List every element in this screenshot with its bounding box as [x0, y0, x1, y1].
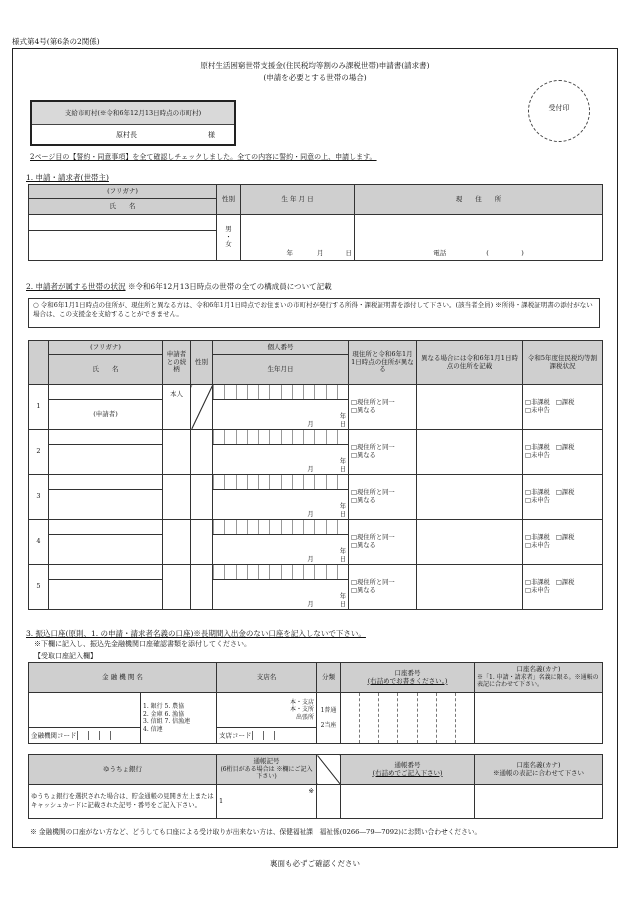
taxed-checkbox[interactable]: □課税 — [555, 579, 575, 587]
household-relation-field[interactable] — [163, 565, 191, 610]
yucho-holder-header — [475, 755, 603, 785]
yucho-mark-field[interactable] — [317, 785, 341, 819]
bank-code-label: 金融機関コード — [31, 731, 77, 740]
acct-holder-note: ※「1. 申請・請求者」名義に限る。※通帳の表記に合わせて下さい。 — [477, 674, 599, 689]
applicant-furigana-field[interactable] — [29, 215, 217, 231]
household-addrdiff-field[interactable] — [349, 520, 417, 565]
section3-note1: ※下欄に記入し、振込先金融機関口座確認書類を添付してください。 — [34, 640, 251, 648]
yucho-holder-note: ※通帳の表記に合わせて下さい — [493, 768, 584, 777]
yucho-code-header — [217, 755, 317, 785]
branch-header: 支店名 — [217, 663, 317, 693]
addr-diff-checkbox[interactable]: □異なる — [351, 587, 376, 594]
household-row — [29, 385, 603, 400]
household-mynumber-field[interactable] — [213, 520, 349, 535]
applicant-name-header: 氏 名 — [29, 199, 217, 215]
household-furigana-field[interactable] — [49, 430, 163, 445]
yucho-no-label: 通帳番号 — [394, 760, 421, 769]
household-name-field[interactable] — [49, 490, 163, 520]
household-relation-field[interactable] — [163, 430, 191, 475]
household-mynumber-field[interactable] — [213, 385, 349, 400]
household-name-field[interactable] — [49, 535, 163, 565]
acct-no-note: (右詰めでお書きください。) — [367, 676, 448, 685]
household-addr-r6-field[interactable] — [417, 565, 523, 610]
household-gender-field[interactable] — [191, 565, 213, 610]
household-furigana-field[interactable] — [49, 565, 163, 580]
household-addr-r6-field[interactable] — [417, 385, 523, 430]
household-addrdiff-field[interactable] — [349, 430, 417, 475]
undeclared-checkbox[interactable]: □未申告 — [525, 407, 550, 414]
applicant-furigana-header: (フリガナ) — [29, 185, 217, 199]
applicant-phone-paren: ( ) — [486, 249, 524, 258]
nontax-checkbox[interactable]: □非課税 — [525, 399, 550, 407]
addr-diff-checkbox[interactable]: □異なる — [351, 497, 376, 504]
bank-name-field[interactable] — [29, 693, 141, 728]
birth-month-label: 月 — [307, 420, 314, 428]
receipt-stamp-circle — [528, 80, 590, 142]
addr-same-checkbox[interactable]: □現住所と同一 — [351, 444, 395, 452]
birth-day-label: 日 — [339, 420, 346, 428]
municipality-box — [30, 100, 236, 146]
household-addrdiff-field[interactable] — [349, 385, 417, 430]
bank-type-options[interactable]: 1. 銀行 5. 農協 2. 金庫 6. 漁協 3. 信組 7. 信漁連 4. 信連 — [141, 693, 217, 744]
household-gender-header: 性別 — [191, 341, 213, 385]
yucho-code-label: 通帳記号 — [253, 757, 280, 766]
household-relation-field[interactable]: 本人 — [163, 385, 191, 430]
household-tax-field[interactable] — [523, 520, 603, 565]
household-mynumber-field[interactable] — [213, 565, 349, 580]
household-addr-r6-field[interactable] — [417, 430, 523, 475]
applicant-phone-label: 電話 — [433, 249, 447, 258]
taxed-checkbox[interactable]: □課税 — [555, 399, 575, 407]
household-addrdiff-field[interactable] — [349, 565, 417, 610]
acct-type-header: 分類 — [317, 663, 341, 693]
yucho-mark: ※ — [308, 786, 314, 795]
applicant-name-field[interactable] — [29, 231, 217, 261]
birth-month-label: 月 — [307, 555, 314, 563]
household-tax-field[interactable] — [523, 385, 603, 430]
birth-day-label: 日 — [339, 510, 346, 518]
household-birth-field[interactable] — [213, 445, 349, 475]
yucho-blank-cell — [317, 755, 341, 785]
addr-same-checkbox[interactable]: □現住所と同一 — [351, 399, 395, 407]
household-tax-field[interactable] — [523, 430, 603, 475]
applicant-table — [28, 184, 603, 261]
back-note: 裏面も必ずご確認ください — [270, 859, 360, 868]
nontax-checkbox[interactable]: □非課税 — [525, 534, 550, 542]
birth-day-label: 日 — [339, 555, 346, 563]
household-row — [29, 475, 603, 490]
section2-heading-note: ※令和6年12月13日時点の世帯の全ての構成員について記載 — [127, 282, 332, 291]
household-no-header — [29, 341, 49, 385]
section2-heading-row — [26, 281, 332, 292]
acct-holder-header — [475, 663, 603, 693]
household-mynumber-header: 個人番号 — [213, 341, 349, 355]
yucho-no-field[interactable] — [341, 785, 475, 819]
household-row — [29, 430, 603, 445]
form-title: 原村生活困窮世帯支援金(住民税均等割のみ課税世帯)申請書(請求書) — [200, 61, 430, 70]
municipality-sama: 様 — [208, 131, 215, 139]
household-furigana-field[interactable] — [49, 385, 163, 400]
household-furigana-field[interactable] — [49, 520, 163, 535]
household-gender-field[interactable] — [191, 475, 213, 520]
acct-type-options[interactable]: 1普通 2当座 — [317, 693, 341, 744]
section2-notice: ○ 令和6年1月1日時点の住所が、現住所と異なる方は、令和6年1月1日時点でお住まいの市町村が発行する所得・課税証明書を添付して下さい。(該当者全員) ※所得・課税証明書の添付がない場合は、この支援金を支給することができません。 — [28, 298, 600, 328]
birth-year-label: 年 — [339, 592, 346, 600]
household-row-no: 2 — [29, 430, 49, 475]
branch-code-field[interactable] — [217, 727, 317, 743]
household-addr-r6-header: 異なる場合には令和6年1月1日時点の住所を記載 — [417, 341, 523, 385]
undeclared-checkbox[interactable]: □未申告 — [525, 587, 550, 594]
household-row — [29, 565, 603, 580]
household-table — [28, 340, 603, 610]
household-name-field[interactable] — [49, 580, 163, 610]
bank-table — [28, 662, 603, 744]
birth-day-label: 日 — [339, 600, 346, 608]
household-birth-field[interactable] — [213, 580, 349, 610]
yucho-description: ゆうちょ銀行を選択された場合は、貯金通帳の見開き左上またはキャッシュカードに記載された記号・番号をご記入下さい。 — [29, 785, 217, 819]
applicant-birth-field[interactable] — [241, 215, 355, 261]
household-row-no: 5 — [29, 565, 49, 610]
birth-month-label: 月 — [307, 600, 314, 608]
household-furigana-field[interactable] — [49, 475, 163, 490]
household-tax-field[interactable] — [523, 565, 603, 610]
yucho-code-note: (6桁目がある場合は ※欄にご記入下さい) — [220, 766, 313, 781]
yucho-no-header — [341, 755, 475, 785]
yucho-no-note: (右詰めでご記入下さい) — [372, 768, 443, 777]
household-addrdiff-field[interactable] — [349, 475, 417, 520]
household-birth-field[interactable] — [213, 490, 349, 520]
taxed-checkbox[interactable]: □課税 — [555, 444, 575, 452]
birth-year-label: 年 — [339, 547, 346, 555]
household-tax-header: 令和5年度住民税均等割課税状況 — [523, 341, 603, 385]
nontax-checkbox[interactable]: □非課税 — [525, 444, 550, 452]
acct-no-header — [341, 663, 475, 693]
household-row-no: 3 — [29, 475, 49, 520]
form-subtitle: (申請を必要とする世帯の場合) — [263, 73, 367, 82]
section3-note2: 【受取口座記入欄】 — [34, 652, 97, 660]
nontax-checkbox[interactable]: □非課税 — [525, 489, 550, 497]
yucho-code-field[interactable] — [217, 785, 317, 819]
birth-month-label: 月 — [307, 465, 314, 473]
birth-year-label: 年 — [339, 412, 346, 420]
household-name-field[interactable]: (申請者) — [49, 400, 163, 430]
household-gender-field[interactable] — [191, 430, 213, 475]
yucho-one: 1 — [219, 796, 224, 805]
household-name-field[interactable] — [49, 445, 163, 475]
municipality-addressee: 原村長 — [116, 131, 137, 139]
acct-holder-label: 口座名義(カナ) — [516, 665, 561, 674]
receipt-stamp-label: 受付印 — [548, 104, 570, 112]
undeclared-checkbox[interactable]: □未申告 — [525, 452, 550, 459]
household-row — [29, 520, 603, 535]
household-addrdiff-header: 現住所と令和6年1月1日時点の住所が異なる — [349, 341, 417, 385]
municipality-label: 支給市町村(※令和6年12月13日時点の市町村) — [32, 102, 234, 125]
acct-no-label: 口座番号 — [394, 668, 421, 677]
confirm-statement: 2ページ目の【誓約・同意事項】を全て確認しチェックしました。全ての内容に誓約・同意の上、申請します。 — [30, 153, 377, 161]
addr-same-checkbox[interactable]: □現住所と同一 — [351, 489, 395, 497]
applicant-birth-day: 日 — [345, 249, 352, 258]
acct-no-field[interactable] — [341, 693, 475, 744]
undeclared-checkbox[interactable]: □未申告 — [525, 497, 550, 504]
applicant-address-field[interactable] — [355, 215, 603, 261]
household-gender-field — [191, 385, 213, 430]
applicant-birth-header: 生 年 月 日 — [241, 185, 355, 215]
household-addr-r6-field[interactable] — [417, 475, 523, 520]
applicant-gender-options[interactable]: 男 ・ 女 — [217, 215, 241, 261]
household-mynumber-field[interactable] — [213, 475, 349, 490]
bank-code-field[interactable] — [29, 727, 141, 743]
addr-diff-checkbox[interactable]: □異なる — [351, 407, 376, 414]
birth-year-label: 年 — [339, 457, 346, 465]
yucho-header: ゆうちょ銀行 — [29, 755, 217, 785]
yucho-table — [28, 754, 603, 819]
form-id: 様式第4号(第6条の2関係) — [12, 37, 100, 46]
bank-name-header: 金 融 機 関 名 — [29, 663, 217, 693]
household-tax-field[interactable] — [523, 475, 603, 520]
household-row-no: 1 — [29, 385, 49, 430]
household-relation-field[interactable] — [163, 520, 191, 565]
birth-year-label: 年 — [339, 502, 346, 510]
taxed-checkbox[interactable]: □課税 — [555, 534, 575, 542]
section3-footnote: ※ 金融機関の口座がない方など、どうしても口座による受け取りが出来ない方は、保健福祉課 福祉係(0266―79―7092)にお問い合わせください。 — [30, 828, 482, 836]
household-addr-r6-field[interactable] — [417, 520, 523, 565]
applicant-birth-year: 年 — [286, 249, 293, 258]
applicant-gender-header: 性別 — [217, 185, 241, 215]
branch-code-label: 支店コード — [219, 731, 252, 740]
household-name-header: 氏 名 — [49, 355, 163, 385]
household-furigana-header: (フリガナ) — [49, 341, 163, 355]
applicant-birth-month: 月 — [317, 249, 324, 258]
applicant-address-header: 現 住 所 — [355, 185, 603, 215]
household-relation-header: 申請者との続柄 — [163, 341, 191, 385]
nontax-checkbox[interactable]: □非課税 — [525, 579, 550, 587]
taxed-checkbox[interactable]: □課税 — [555, 489, 575, 497]
household-relation-field[interactable] — [163, 475, 191, 520]
acct-holder-field[interactable] — [475, 693, 603, 744]
section1-heading: 1. 申請・請求者(世帯主) — [26, 173, 109, 182]
undeclared-checkbox[interactable]: □未申告 — [525, 542, 550, 549]
household-mynumber-field[interactable] — [213, 430, 349, 445]
household-gender-field[interactable] — [191, 520, 213, 565]
addr-diff-checkbox[interactable]: □異なる — [351, 452, 376, 459]
yucho-holder-field[interactable] — [475, 785, 603, 819]
addr-diff-checkbox[interactable]: □異なる — [351, 542, 376, 549]
birth-day-label: 日 — [339, 465, 346, 473]
branch-type-options[interactable]: 本・支店 本・支所 出張所 — [217, 693, 317, 728]
household-birth-field[interactable] — [213, 535, 349, 565]
addr-same-checkbox[interactable]: □現住所と同一 — [351, 579, 395, 587]
birth-month-label: 月 — [307, 510, 314, 518]
section3-heading: 3. 振込口座(原則、1. の申請・請求者名義の口座)※長期間入出金のない口座を記入しないで下さい。 — [26, 629, 366, 638]
household-row-no: 4 — [29, 520, 49, 565]
addr-same-checkbox[interactable]: □現住所と同一 — [351, 534, 395, 542]
section2-heading: 2. 申請者が属する世帯の状況 — [26, 282, 126, 291]
yucho-holder-label: 口座名義(カナ) — [516, 760, 561, 769]
household-birth-field[interactable] — [213, 400, 349, 430]
household-birth-header: 生年月日 — [213, 355, 349, 385]
